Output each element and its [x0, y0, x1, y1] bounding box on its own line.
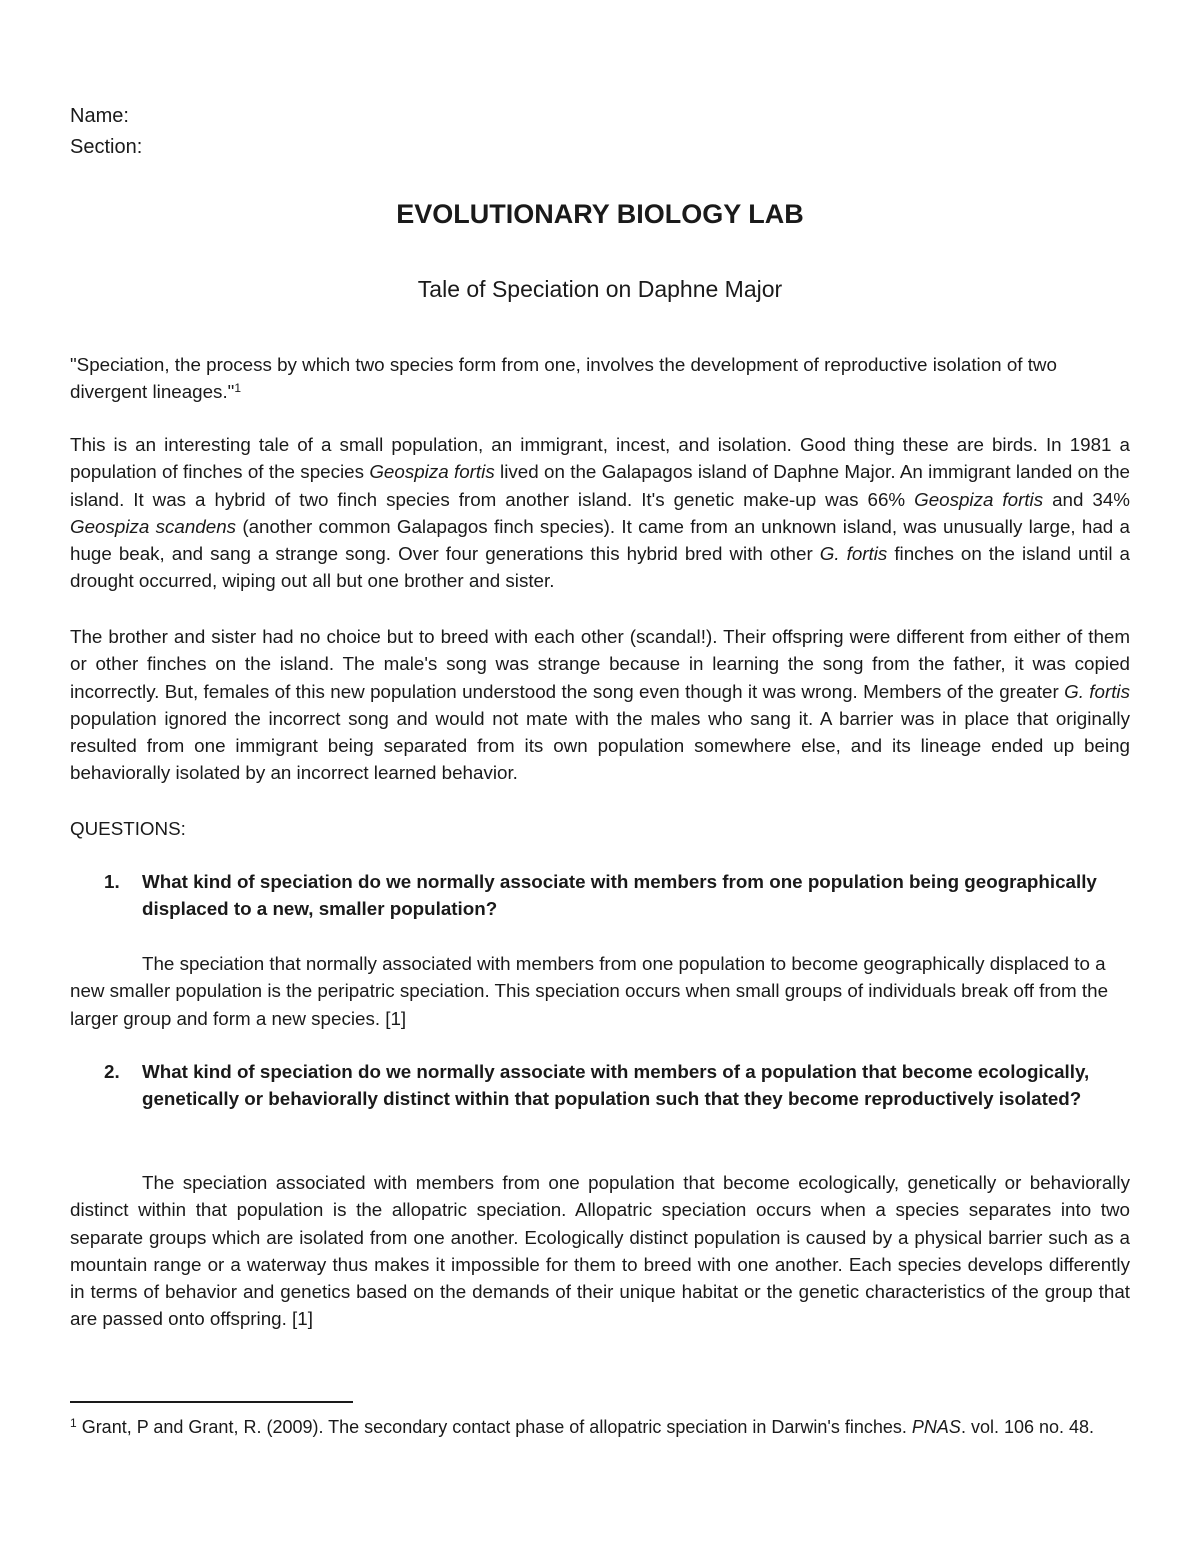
- species-name: Geospiza fortis: [369, 461, 495, 483]
- section-label: Section:: [70, 136, 143, 158]
- intro-quote-text: "Speciation, the process by which two species form from one, involves the development of reproductive isolation of two divergent lineages.": [70, 354, 1057, 403]
- answer-2: [70, 1169, 1130, 1333]
- name-label: Name:: [70, 105, 129, 127]
- question-1: [104, 868, 1130, 923]
- story-paragraph-2: The brother and sister had no choice but to breed with each other (scandal!). Their offspring were different from either of them or other finches on the island. The male's song was strange because in learning the song from the father, it was copied incorrectly. But, females of this new population understood the song even though it was wrong. Members of the greater G. fortis population ignored the incorrect song and would not mate with the males who sang it. A barrier was in place that originally resulted from one immigrant being separated from its own population somewhere else, and its lineage ended up being behaviorally isolated by an incorrect learned behavior.: [70, 626, 1130, 784]
- footnote-marker: 1: [70, 1416, 77, 1430]
- question-number: 2.: [104, 1061, 120, 1082]
- species-name: Geospiza fortis: [914, 488, 1044, 510]
- question-text: What kind of speciation do we normally associate with members from one population being geographically displaced to a new, smaller population?: [142, 871, 1097, 920]
- answer-1: [70, 950, 1130, 1032]
- footnote: $^1$ Grant, P and Grant, R. (2009). The secondary contact phase of allopatric speciation in Darwin's finches. PNAS. vol. 106 no. 48.: [70, 1416, 1095, 1437]
- document-page: [70, 0, 1130, 1553]
- footnote-ref: 1: [234, 381, 242, 396]
- question-number: 1.: [104, 871, 120, 892]
- species-name: G. fortis: [1064, 680, 1130, 702]
- intro-quote: [70, 351, 1130, 406]
- question-text: What kind of speciation do we normally associate with members of a population that become ecologically, genetically or behaviorally distinct within that population such that they become reproductively isolated?: [142, 1061, 1090, 1110]
- document-subtitle: Tale of Speciation on Daphne Major: [417, 276, 783, 302]
- answer-text: The speciation that normally associated with members from one population to become geographically displaced to a new smaller population is the peripatric speciation. This speciation occurs when small groups of individuals break off from the larger group and form a new species. [1]: [70, 953, 1109, 1029]
- question-2: [104, 1058, 1130, 1113]
- story-paragraph-1: This is an interesting tale of a small population, an immigrant, incest, and isolation. Good thing these are birds. In 1981 a population of finches of the species Geospiza fortis lived on the Galapagos island of Daphne Major. An immigrant landed on the island. It was a hybrid of two finch species from another island. It's genetic make-up was 66% Geospiza fortis and 34% Geospiza scandens (another common Galapagos finch species). It came from an unknown island, was unusually large, had a huge beak, and sang a strange song. Over four generations this hybrid bred with other G. fortis finches on the island until a drought occurred, wiping out all but one brother and sister.: [70, 434, 1130, 592]
- questions-heading: QUESTIONS:: [70, 818, 186, 839]
- footnote-divider: [70, 1401, 353, 1403]
- answer-text: The speciation associated with members from one population that become ecologically, genetically or behaviorally distinct within that population is the allopatric speciation. Allopatric speciation occurs when a species separates into two separate groups which are isolated from one another. Ecologically distinct population is caused by a physical barrier such as a mountain range or a waterway thus makes it impossible for them to breed with one another. Each species develops differently in terms of behavior and genetics based on the demands of their unique habitat or the genetic characteristics of the group that are passed onto offspring. [1]: [70, 1172, 1130, 1330]
- species-name: Geospiza scandens: [70, 515, 237, 537]
- document-title: EVOLUTIONARY BIOLOGY LAB: [396, 199, 804, 229]
- journal-name: PNAS: [911, 1417, 961, 1437]
- species-name: G. fortis: [819, 543, 888, 565]
